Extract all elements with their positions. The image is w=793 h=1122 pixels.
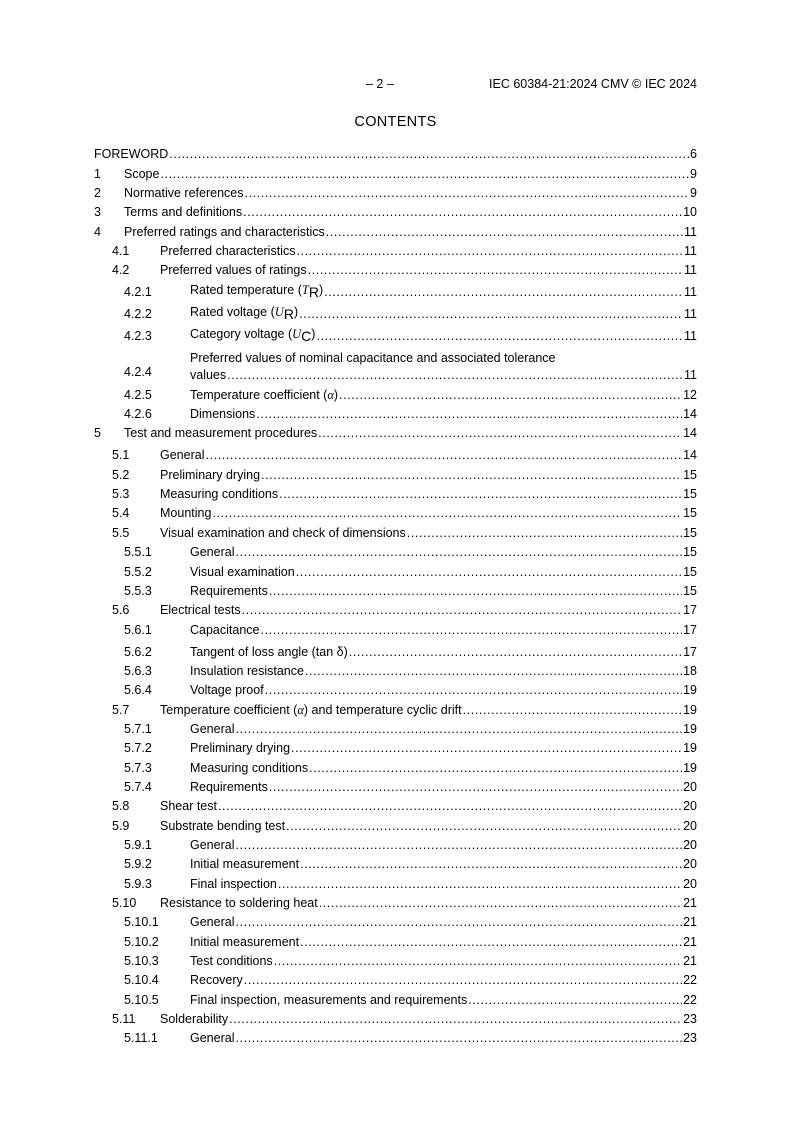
leader-dots <box>235 915 682 930</box>
toc-number: 5.10.5 <box>124 992 159 1007</box>
toc-page: 14 <box>683 448 697 463</box>
toc-number: 5.7.3 <box>124 760 152 775</box>
toc-entry-4[interactable] <box>94 222 697 241</box>
subscript: C <box>301 328 312 345</box>
toc-page: 11 <box>684 244 697 259</box>
leader-dots <box>242 603 683 618</box>
toc-label: Solderability <box>160 1012 229 1027</box>
toc-label: General <box>190 915 235 930</box>
toc-entry-5-11-1[interactable] <box>94 1029 697 1048</box>
toc-label: Resistance to soldering heat <box>160 896 318 910</box>
toc-number: 4.2.1 <box>124 285 152 300</box>
toc-label: Preliminary drying <box>190 741 291 756</box>
toc-entry-5-9-3[interactable] <box>94 874 697 893</box>
toc-entry-5-9-2[interactable] <box>94 855 697 874</box>
toc-page: 6 <box>690 147 697 162</box>
leader-dots <box>235 1031 682 1046</box>
toc-page: 21 <box>683 934 697 949</box>
toc-label: Voltage proof <box>190 683 264 698</box>
toc-number: 4.2.3 <box>124 329 152 344</box>
leader-dots <box>407 526 682 541</box>
toc-label: Capacitance <box>190 622 260 637</box>
toc-number: 5.3 <box>112 487 130 502</box>
toc-entry-5-10[interactable] <box>94 894 697 913</box>
subscript: R <box>283 306 294 323</box>
toc-number: 5.11.1 <box>124 1031 158 1046</box>
leader-dots <box>235 722 682 737</box>
toc-entry-5-7-1[interactable] <box>94 720 697 739</box>
toc-label: Visual examination and check of dimensions <box>160 525 406 540</box>
toc-number: 5.9.2 <box>124 857 152 872</box>
toc-entry-4-2-6[interactable] <box>94 405 697 424</box>
leader-dots <box>318 426 682 441</box>
toc-number: 5.4 <box>112 506 130 521</box>
toc-page: 20 <box>683 779 697 794</box>
toc-page: 23 <box>683 1012 697 1027</box>
toc-label: Preferred values of ratings <box>160 263 307 278</box>
leader-dots <box>243 205 682 220</box>
toc-entry-5-1[interactable] <box>94 443 697 465</box>
toc-number: 4.2.5 <box>124 387 152 402</box>
toc-number: 1 <box>94 166 101 181</box>
toc-page: 11 <box>684 329 697 344</box>
toc-entry-5-10-1[interactable] <box>94 913 697 932</box>
toc-number: 5 <box>94 426 101 441</box>
toc-label: Mounting <box>160 506 212 521</box>
toc-page: 11 <box>684 285 697 300</box>
toc-entry-5-9[interactable] <box>94 816 697 835</box>
toc-page: 15 <box>683 564 697 579</box>
toc-entry-4-2[interactable] <box>94 261 697 280</box>
toc-label: Substrate bending test <box>160 818 286 833</box>
toc-page: 17 <box>683 622 697 637</box>
toc-entry-5-10-5[interactable] <box>94 990 697 1009</box>
toc-label: Recovery <box>190 973 243 988</box>
toc-page: 15 <box>683 583 697 598</box>
toc-label: General <box>190 837 235 852</box>
toc-entry-4-2-4[interactable] <box>94 346 697 385</box>
toc-entry-5-10-2[interactable] <box>94 932 697 951</box>
toc-entry-3[interactable] <box>94 203 697 222</box>
symbol-U: U <box>274 305 284 320</box>
toc-number: 5.8 <box>112 799 130 814</box>
toc-entry-5-7-2[interactable] <box>94 739 697 758</box>
toc-label: Temperature coefficient (α) <box>190 387 339 402</box>
leader-dots <box>326 225 683 240</box>
toc-number: 5.7.1 <box>124 721 152 736</box>
leader-dots <box>299 307 683 322</box>
toc-entry-4-2-5[interactable] <box>94 385 697 404</box>
toc-entry-5-6-3[interactable] <box>94 662 697 681</box>
toc-page: 15 <box>683 487 697 502</box>
toc-number: 5.6.1 <box>124 622 152 637</box>
toc-number: 5.10.1 <box>124 915 159 930</box>
toc-entry-foreword[interactable] <box>94 145 697 164</box>
toc-label: Test and measurement procedures <box>124 426 318 441</box>
toc-label: Test conditions <box>190 954 273 969</box>
toc-page: 15 <box>683 467 697 482</box>
symbol-alpha: α <box>297 702 304 717</box>
toc-label: Initial measurement <box>190 934 300 949</box>
toc-number: 5.10.2 <box>124 934 159 949</box>
toc-entry-5-9-1[interactable] <box>94 836 697 855</box>
toc-number: 4 <box>94 224 101 239</box>
toc-page: 11 <box>684 307 697 322</box>
toc-label: Preferred characteristics <box>160 244 296 259</box>
toc-entry-5-5-1[interactable] <box>94 543 697 562</box>
toc-label-line1: Preferred values of nominal capacitance and associated tolerance <box>190 351 556 366</box>
toc-number: 5.9.3 <box>124 876 152 891</box>
toc-number: 3 <box>94 205 101 220</box>
toc-number: 5.11 <box>112 1012 136 1027</box>
toc-entry-1[interactable] <box>94 164 697 183</box>
toc-label: Rated voltage (UR) <box>190 305 299 323</box>
toc-entry-4-2-1[interactable] <box>94 280 697 302</box>
toc-label: Visual examination <box>190 564 295 579</box>
leader-dots <box>296 244 683 259</box>
toc-page: 18 <box>683 663 697 678</box>
toc-label: Category voltage (UC) <box>190 327 316 345</box>
toc-entry-5-10-4[interactable] <box>94 971 697 990</box>
toc-page: 15 <box>683 545 697 560</box>
leader-dots <box>279 487 682 502</box>
leader-dots <box>235 545 682 560</box>
toc-label: Electrical tests <box>160 603 241 618</box>
toc-entry-5-6-4[interactable] <box>94 681 697 700</box>
page-title: CONTENTS <box>354 114 437 130</box>
toc-entry-5-4[interactable] <box>94 504 697 523</box>
toc-entry-5-6-2[interactable] <box>94 640 697 662</box>
toc-page: 20 <box>683 799 697 814</box>
toc-number: 4.2 <box>112 263 130 278</box>
toc-page: 15 <box>683 506 697 521</box>
toc-page: 19 <box>683 741 697 756</box>
toc-label: Dimensions <box>190 407 256 422</box>
leader-dots <box>244 973 682 988</box>
toc-label: Initial measurement <box>190 857 300 872</box>
leader-dots <box>308 263 683 278</box>
toc-page: 20 <box>683 818 697 833</box>
toc-label: Measuring conditions <box>160 487 279 502</box>
toc-number: 5.7.2 <box>124 741 152 756</box>
toc-label: Preliminary drying <box>160 467 261 482</box>
toc-entry-5-6-1[interactable] <box>94 620 697 639</box>
toc-entry-5-3[interactable] <box>94 485 697 504</box>
toc-page: 19 <box>683 721 697 736</box>
leader-dots <box>349 645 682 660</box>
toc-entry-5-7-3[interactable] <box>94 758 697 777</box>
toc-page: 17 <box>683 644 697 659</box>
toc-number: 5.6.3 <box>124 663 152 678</box>
leader-dots <box>305 664 682 679</box>
toc-entry-4-2-2[interactable] <box>94 302 697 324</box>
toc-label: General <box>190 721 235 736</box>
leader-dots <box>296 565 682 580</box>
toc-number: 2 <box>94 186 101 201</box>
toc-number: 5.9 <box>112 818 130 833</box>
toc-label: Temperature coefficient (α) and temperature cyclic drift <box>160 702 462 717</box>
toc-number: 4.2.6 <box>124 407 152 422</box>
toc-page: 23 <box>683 1031 697 1046</box>
toc-number: 5.5 <box>112 525 130 540</box>
leader-dots <box>463 703 682 718</box>
leader-dots <box>218 799 682 814</box>
leader-dots <box>227 368 683 383</box>
leader-dots <box>468 993 682 1008</box>
toc-number: 4.2.2 <box>124 307 152 322</box>
leader-dots <box>300 935 682 950</box>
leader-dots <box>274 954 682 969</box>
toc-label: Scope <box>124 166 160 181</box>
toc-number: 5.6.4 <box>124 683 152 698</box>
toc-page: 9 <box>690 186 697 201</box>
leader-dots <box>212 506 682 521</box>
toc-page: 17 <box>683 603 697 618</box>
toc-page: 19 <box>683 702 697 717</box>
toc-page: 11 <box>684 263 697 278</box>
leader-dots <box>269 780 682 795</box>
toc-number: 5.5.3 <box>124 583 152 598</box>
leader-dots <box>269 584 682 599</box>
leader-dots <box>256 407 682 422</box>
toc-number: 5.7.4 <box>124 779 152 794</box>
leader-dots <box>300 857 682 872</box>
toc-number: 5.10.3 <box>124 954 159 969</box>
toc-entry-2[interactable] <box>94 184 697 203</box>
toc-entry-5-7[interactable] <box>94 700 697 719</box>
leader-dots <box>265 683 682 698</box>
leader-dots <box>205 448 682 463</box>
toc-page: 19 <box>683 760 697 775</box>
leader-dots <box>160 167 689 182</box>
page-number: – 2 – <box>366 77 394 91</box>
toc-entry-5-6[interactable] <box>94 601 697 620</box>
leader-dots <box>261 468 682 483</box>
toc-label: Terms and definitions <box>124 205 243 220</box>
toc-page: 21 <box>683 896 697 910</box>
toc-page: 20 <box>683 837 697 852</box>
toc-page: 15 <box>683 525 697 540</box>
symbol-T: T <box>301 283 309 298</box>
toc-entry-5-2[interactable] <box>94 465 697 484</box>
toc-entry-5[interactable] <box>94 424 697 443</box>
toc-number: 5.9.1 <box>124 837 152 852</box>
symbol-U: U <box>292 327 302 342</box>
toc-page: 12 <box>683 387 697 402</box>
toc-entry-5-11[interactable] <box>94 1010 697 1029</box>
subscript: R <box>308 284 319 301</box>
leader-dots <box>169 147 689 162</box>
toc-label: Shear test <box>160 799 217 814</box>
toc-number: 5.6.2 <box>124 644 152 659</box>
toc-label: Rated temperature (TR) <box>190 283 324 301</box>
toc-page: 19 <box>683 683 697 698</box>
toc-label: General <box>190 1031 235 1046</box>
toc-label: Insulation resistance <box>190 663 304 678</box>
leader-dots <box>309 761 682 776</box>
leader-dots <box>235 838 682 853</box>
leader-dots <box>291 741 682 756</box>
leader-dots <box>261 623 683 638</box>
toc-label: Final inspection <box>190 876 277 891</box>
toc-number: 4.1 <box>112 244 130 259</box>
leader-dots <box>286 819 682 834</box>
toc-label: Final inspection, measurements and requirements <box>190 992 468 1007</box>
toc-entry-5-5-3[interactable] <box>94 582 697 601</box>
toc-page: 22 <box>683 973 697 988</box>
toc-page: 20 <box>683 876 697 891</box>
toc-number: 5.1 <box>112 448 130 463</box>
toc-number: 5.5.1 <box>124 545 152 560</box>
leader-dots <box>319 896 682 911</box>
toc-label: Tangent of loss angle (tan δ) <box>190 644 348 659</box>
toc-number: 5.5.2 <box>124 564 152 579</box>
toc-page: 11 <box>684 224 697 239</box>
toc-page: 20 <box>683 857 697 872</box>
leader-dots <box>245 186 690 201</box>
toc-number: 5.7 <box>112 702 130 717</box>
toc-entry-4-2-3[interactable] <box>94 324 697 346</box>
symbol-alpha: α <box>327 387 334 402</box>
toc-label: Requirements <box>190 583 268 598</box>
table-of-contents <box>94 145 697 1048</box>
toc-page: 22 <box>683 992 697 1007</box>
toc-page: 9 <box>690 166 697 181</box>
toc-label-line2: values <box>190 368 227 383</box>
toc-page: 14 <box>683 426 697 441</box>
leader-dots <box>324 285 683 300</box>
toc-entry-4-1[interactable] <box>94 242 697 261</box>
toc-number: 5.10 <box>112 896 137 910</box>
toc-entry-5-8[interactable] <box>94 797 697 816</box>
toc-label: Preferred ratings and characteristics <box>124 224 325 239</box>
toc-entry-5-10-3[interactable] <box>94 952 697 971</box>
leader-dots <box>316 329 683 344</box>
toc-entry-5-5[interactable] <box>94 523 697 542</box>
leader-dots <box>229 1012 682 1027</box>
toc-label: General <box>190 545 235 560</box>
toc-label: General <box>160 448 205 463</box>
toc-page: 21 <box>683 954 697 969</box>
toc-page: 10 <box>683 205 697 220</box>
toc-label: Normative references <box>124 186 244 201</box>
toc-entry-5-5-2[interactable] <box>94 562 697 581</box>
toc-page: 14 <box>683 407 697 422</box>
toc-number: 5.10.4 <box>124 973 159 988</box>
toc-entry-5-7-4[interactable] <box>94 778 697 797</box>
toc-number: 5.6 <box>112 603 130 618</box>
toc-label: Requirements <box>190 779 268 794</box>
leader-dots <box>278 877 682 892</box>
toc-number: 5.2 <box>112 467 130 482</box>
toc-number: 4.2.4 <box>124 365 152 380</box>
document-reference: IEC 60384-21:2024 CMV © IEC 2024 <box>489 77 697 91</box>
toc-label: Measuring conditions <box>190 760 309 775</box>
leader-dots <box>339 388 682 403</box>
toc-label: FOREWORD <box>94 147 169 162</box>
toc-page: 11 <box>684 368 697 383</box>
toc-page: 21 <box>683 915 697 930</box>
